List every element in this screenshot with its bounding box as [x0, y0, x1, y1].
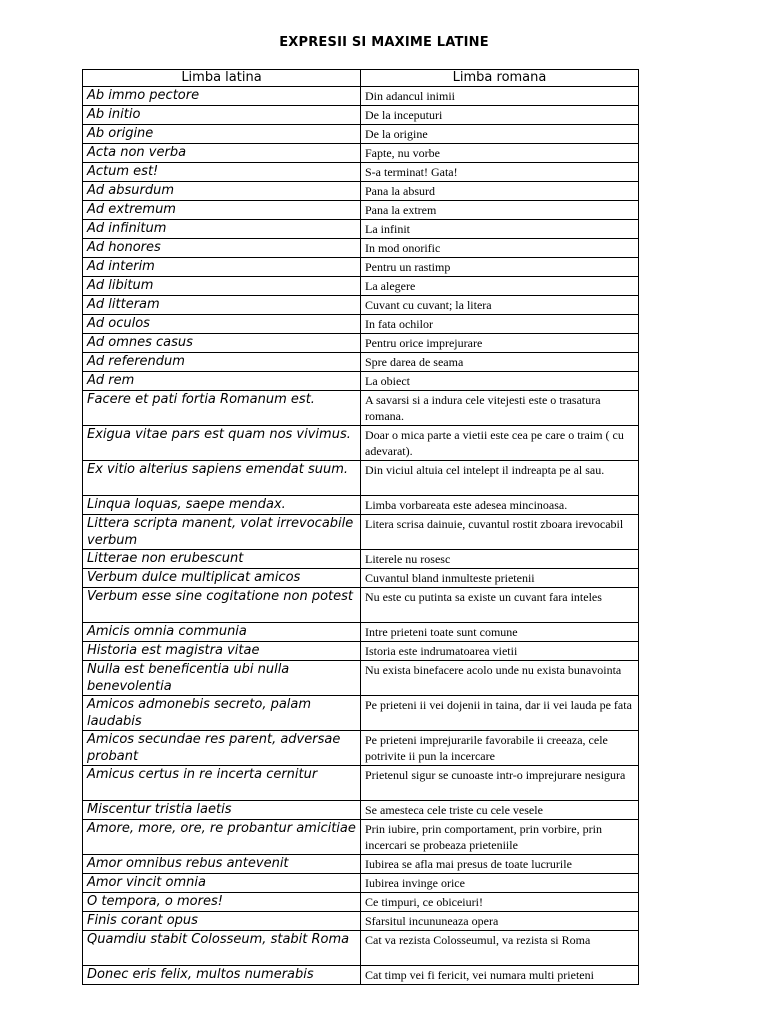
romanian-translation: Cuvantul bland inmulteste prietenii [361, 569, 639, 588]
table-row [83, 201, 639, 220]
latin-expression: Finis corant opus [83, 912, 361, 931]
romanian-translation: Pana la extrem [361, 201, 639, 220]
romanian-translation: In fata ochilor [361, 315, 639, 334]
latin-expression: Amore, more, ore, re probantur amicitiae [83, 820, 361, 855]
latin-expression: Litterae non erubescunt [83, 550, 361, 569]
romanian-translation: A savarsi si a indura cele vitejesti este o trasatura romana. [361, 391, 639, 426]
table-row [83, 569, 639, 588]
latin-expression: Amicis omnia communia [83, 623, 361, 642]
romanian-translation: Se amesteca cele triste cu cele vesele [361, 801, 639, 820]
table-body [83, 87, 639, 985]
romanian-translation: Pentru un rastimp [361, 258, 639, 277]
romanian-translation: Litera scrisa dainuie, cuvantul rostit zboara irevocabil [361, 515, 639, 550]
latin-expression: Ad referendum [83, 353, 361, 372]
romanian-translation: Spre darea de seama [361, 353, 639, 372]
romanian-translation: S-a terminat! Gata! [361, 163, 639, 182]
latin-expression: Ad absurdum [83, 182, 361, 201]
romanian-translation: Cuvant cu cuvant; la litera [361, 296, 639, 315]
latin-expression: Ad oculos [83, 315, 361, 334]
latin-expression: Amicos secundae res parent, adversae probant [83, 731, 361, 766]
latin-expression: Ad extremum [83, 201, 361, 220]
expressions-table [82, 69, 639, 985]
table-row [83, 391, 639, 426]
latin-expression: Quamdiu stabit Colosseum, stabit Roma [83, 931, 361, 966]
table-row [83, 912, 639, 931]
romanian-translation: Cat timp vei fi fericit, vei numara multi prieteni [361, 966, 639, 985]
table-row [83, 163, 639, 182]
latin-expression: Ad litteram [83, 296, 361, 315]
latin-expression: Ab initio [83, 106, 361, 125]
table-row [83, 315, 639, 334]
romanian-translation: Fapte, nu vorbe [361, 144, 639, 163]
romanian-translation: Intre prieteni toate sunt comune [361, 623, 639, 642]
table-row [83, 426, 639, 461]
table-row [83, 696, 639, 731]
table-row [83, 820, 639, 855]
romanian-translation: Cat va rezista Colosseumul, va rezista si Roma [361, 931, 639, 966]
latin-expression: Littera scripta manent, volat irrevocabile verbum [83, 515, 361, 550]
table-row [83, 966, 639, 985]
latin-expression: Historia est magistra vitae [83, 642, 361, 661]
table-row [83, 144, 639, 163]
latin-expression: Acta non verba [83, 144, 361, 163]
latin-expression: Ex vitio alterius sapiens emendat suum. [83, 461, 361, 496]
table-row [83, 931, 639, 966]
romanian-translation: Prietenul sigur se cunoaste intr-o imprejurare nesigura [361, 766, 639, 801]
latin-expression: Ad honores [83, 239, 361, 258]
romanian-translation: La infinit [361, 220, 639, 239]
latin-expression: Donec eris felix, multos numerabis [83, 966, 361, 985]
latin-expression: Miscentur tristia laetis [83, 801, 361, 820]
table-row [83, 277, 639, 296]
table-row [83, 731, 639, 766]
romanian-translation: De la origine [361, 125, 639, 144]
table-row [83, 874, 639, 893]
latin-expression: Ad omnes casus [83, 334, 361, 353]
romanian-translation: Literele nu rosesc [361, 550, 639, 569]
romanian-translation: La obiect [361, 372, 639, 391]
romanian-translation: Doar o mica parte a vietii este cea pe care o traim ( cu adevarat). [361, 426, 639, 461]
table-row [83, 550, 639, 569]
page-title: EXPRESII SI MAXIME LATINE [279, 35, 489, 50]
latin-expression: Ad libitum [83, 277, 361, 296]
latin-expression: Amor vincit omnia [83, 874, 361, 893]
romanian-translation: Nu este cu putinta sa existe un cuvant fara inteles [361, 588, 639, 623]
romanian-translation: Pe prieteni ii vei dojenii in taina, dar ii vei lauda pe fata [361, 696, 639, 731]
table-row [83, 106, 639, 125]
table-row [83, 239, 639, 258]
latin-expression: Ad infinitum [83, 220, 361, 239]
romanian-translation: Ce timpuri, ce obiceiuri! [361, 893, 639, 912]
latin-expression: Linqua loquas, saepe mendax. [83, 496, 361, 515]
latin-expression: O tempora, o mores! [83, 893, 361, 912]
table-row [83, 893, 639, 912]
table-row [83, 372, 639, 391]
table-row [83, 855, 639, 874]
table-row [83, 661, 639, 696]
romanian-translation: Prin iubire, prin comportament, prin vorbire, prin incercari se probeaza prieteniile [361, 820, 639, 855]
latin-expression: Exigua vitae pars est quam nos vivimus. [83, 426, 361, 461]
latin-expression: Amicos admonebis secreto, palam laudabis [83, 696, 361, 731]
table-row [83, 220, 639, 239]
latin-expression: Verbum esse sine cogitatione non potest [83, 588, 361, 623]
table-row [83, 182, 639, 201]
latin-expression: Facere et pati fortia Romanum est. [83, 391, 361, 426]
latin-expression: Amor omnibus rebus antevenit [83, 855, 361, 874]
romanian-translation: In mod onorific [361, 239, 639, 258]
romanian-translation: Pentru orice imprejurare [361, 334, 639, 353]
latin-expression: Ab origine [83, 125, 361, 144]
table-row [83, 353, 639, 372]
romanian-translation: Nu exista binefacere acolo unde nu exista bunavointa [361, 661, 639, 696]
table-row [83, 87, 639, 106]
table-row [83, 515, 639, 550]
latin-expression: Actum est! [83, 163, 361, 182]
table-row [83, 766, 639, 801]
romanian-translation: Sfarsitul incununeaza opera [361, 912, 639, 931]
romanian-translation: De la inceputuri [361, 106, 639, 125]
table-row [83, 258, 639, 277]
table-row [83, 496, 639, 515]
table-row [83, 296, 639, 315]
romanian-translation: La alegere [361, 277, 639, 296]
romanian-translation: Istoria este indrumatoarea vietii [361, 642, 639, 661]
romanian-translation: Din viciul altuia cel intelept il indreapta pe al sau. [361, 461, 639, 496]
romanian-translation: Pe prieteni imprejurarile favorabile ii creeaza, cele potrivite ii pun la incercare [361, 731, 639, 766]
romanian-translation: Iubirea se afla mai presus de toate lucrurile [361, 855, 639, 874]
table-row [83, 588, 639, 623]
romanian-translation: Pana la absurd [361, 182, 639, 201]
table-row [83, 334, 639, 353]
romanian-translation: Din adancul inimii [361, 87, 639, 106]
table-row [83, 623, 639, 642]
latin-expression: Ad rem [83, 372, 361, 391]
latin-expression: Ab immo pectore [83, 87, 361, 106]
romanian-translation: Limba vorbareata este adesea mincinoasa. [361, 496, 639, 515]
table-row [83, 125, 639, 144]
romanian-translation: Iubirea invinge orice [361, 874, 639, 893]
table-row [83, 642, 639, 661]
latin-expression: Ad interim [83, 258, 361, 277]
latin-expression: Amicus certus in re incerta cernitur [83, 766, 361, 801]
header-romanian: Limba romana [361, 70, 639, 87]
table-header-row [83, 70, 639, 87]
latin-expression: Nulla est beneficentia ubi nulla benevolentia [83, 661, 361, 696]
table-row [83, 801, 639, 820]
table-row [83, 461, 639, 496]
header-latin: Limba latina [83, 70, 361, 87]
latin-expression: Verbum dulce multiplicat amicos [83, 569, 361, 588]
